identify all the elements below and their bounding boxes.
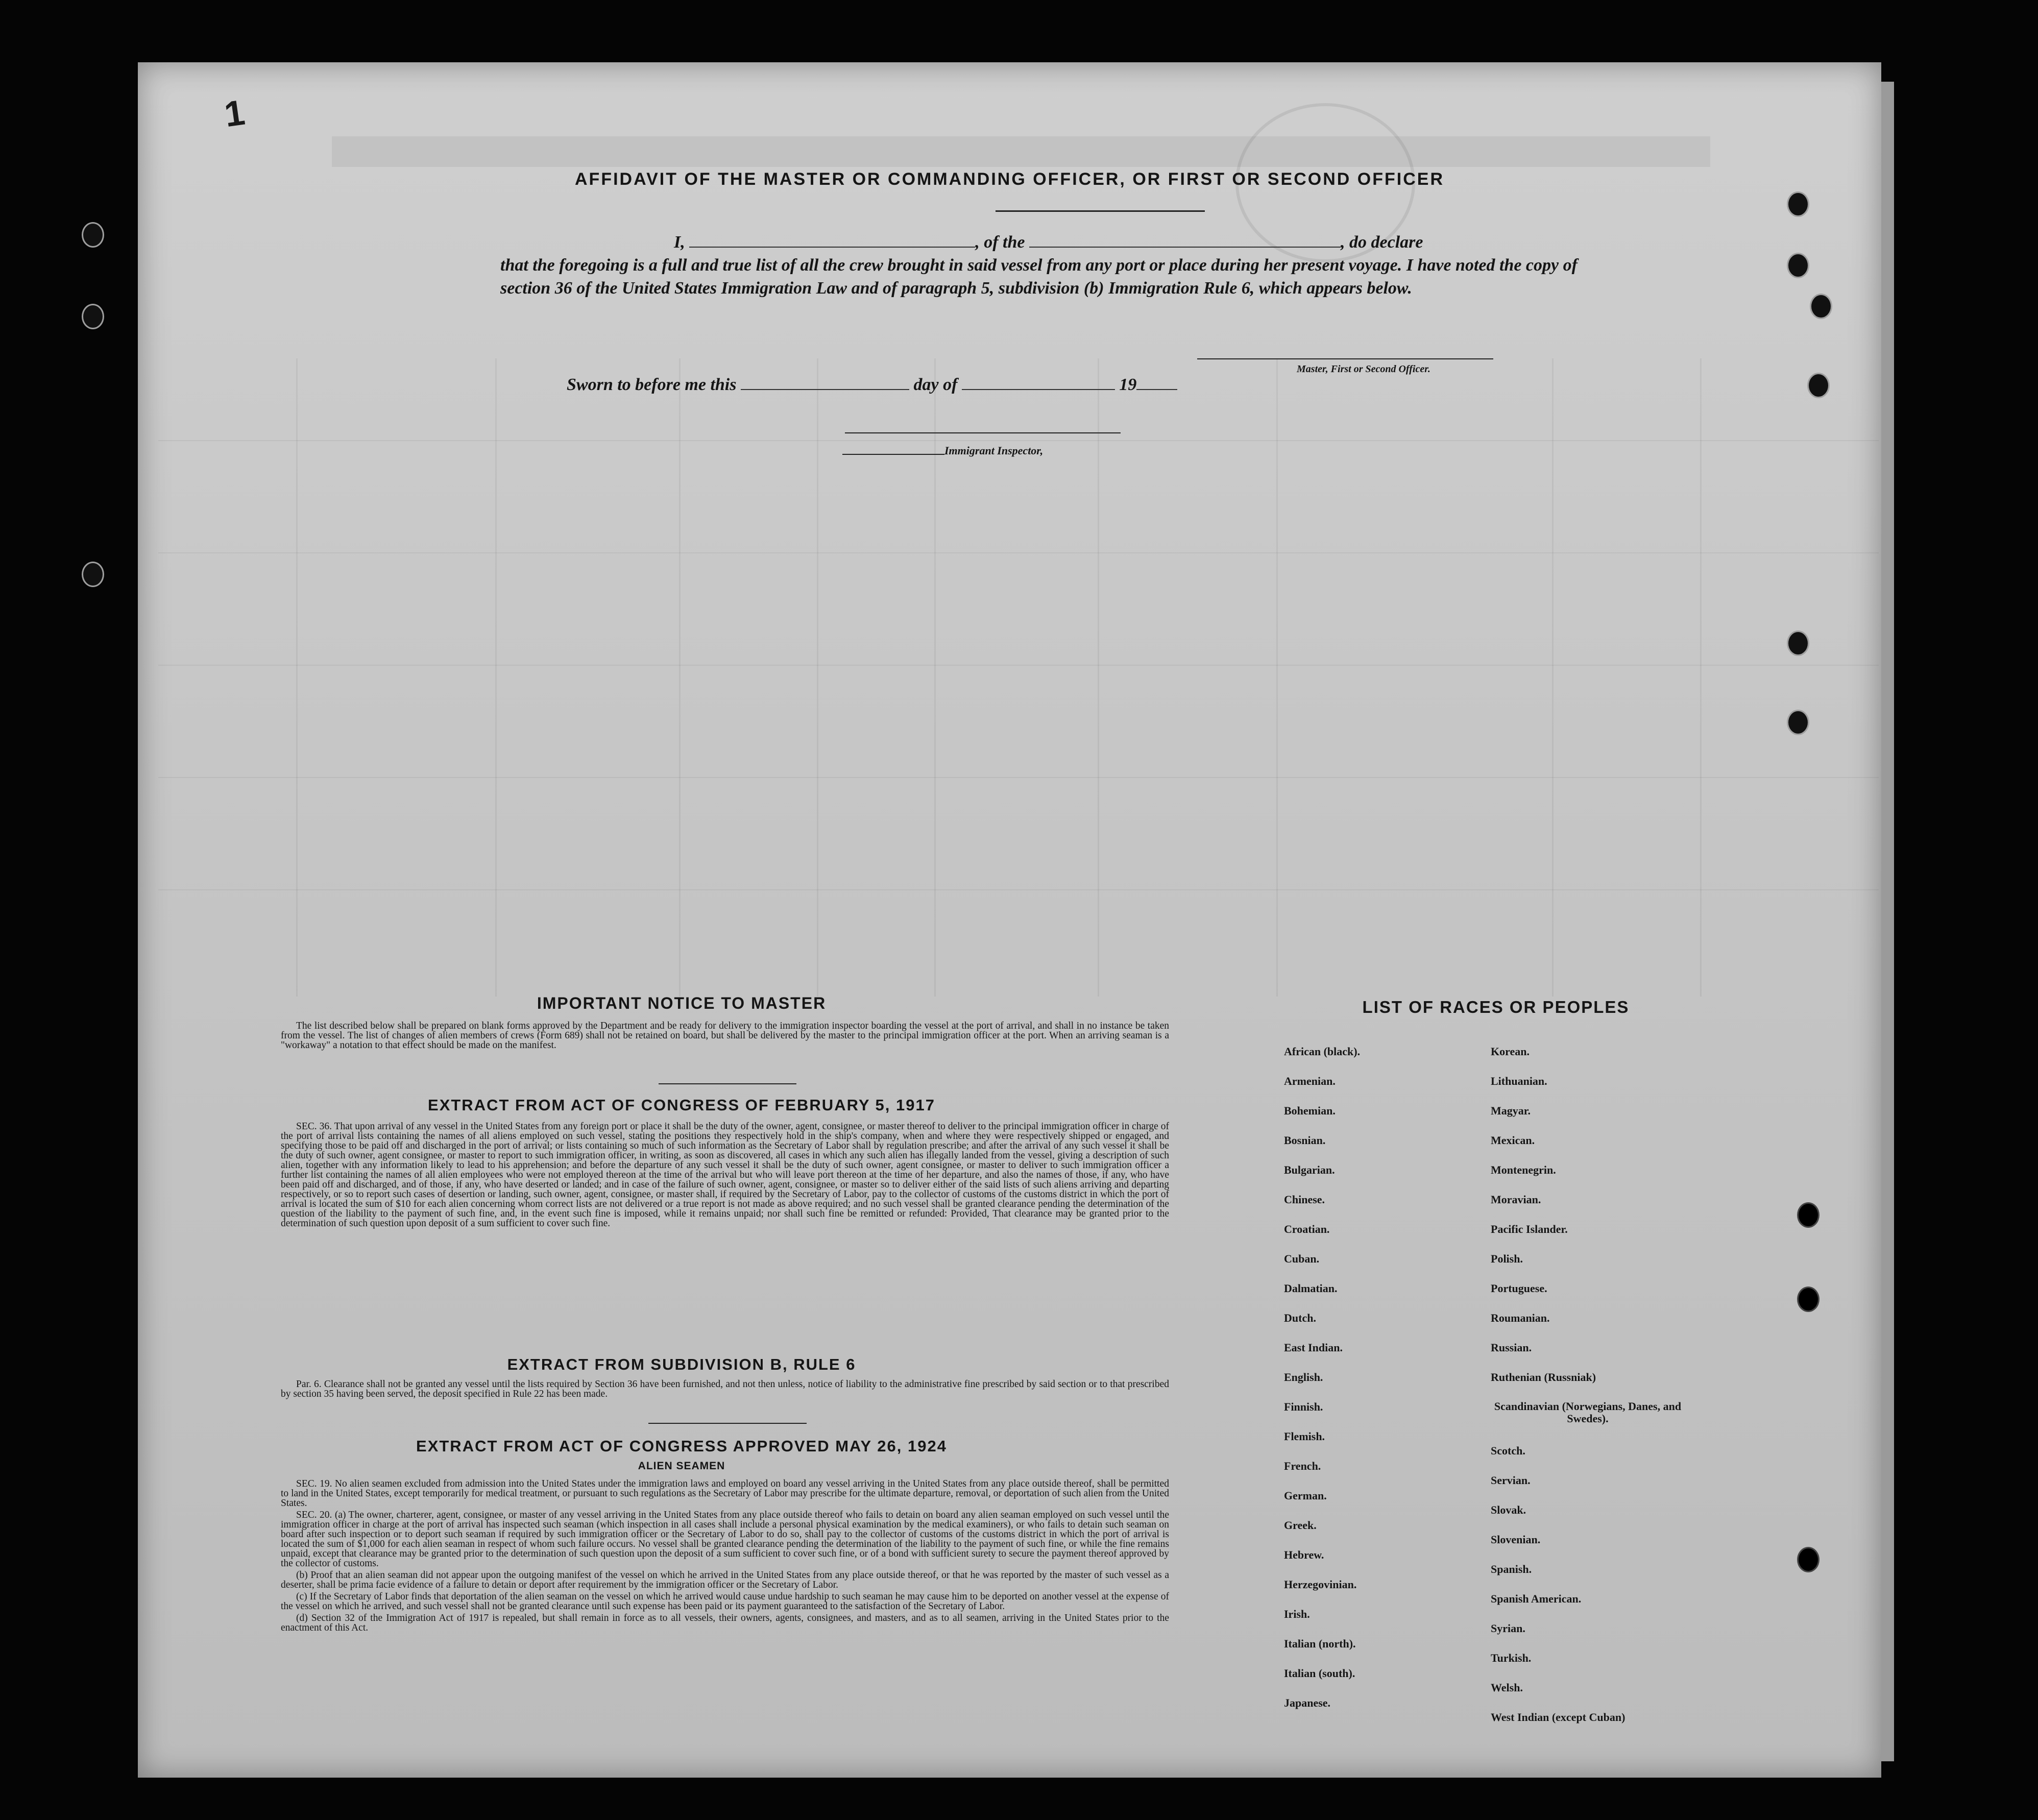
notice-text — [281, 1021, 1169, 1052]
race-item: Croatian. — [1284, 1223, 1330, 1235]
race-item: Servian. — [1491, 1474, 1531, 1487]
sec-20d-paragraph: (d) Section 32 of the Immigration Act of 1917 is repealed, but shall remain in force as to all vessels, their owners, agents, consignees, and masters, and as to all seamen, arriving in the United States prior to the enactment of this Act. — [281, 1613, 1169, 1633]
extract-1917-title: EXTRACT FROM ACT OF CONGRESS OF FEBRUARY 5, 1917 — [428, 1096, 935, 1114]
bleed-through-title — [332, 136, 1710, 167]
race-item: East Indian. — [1284, 1341, 1343, 1354]
race-item: Armenian. — [1284, 1075, 1336, 1087]
document-sheet — [138, 62, 1881, 1778]
notice-title: IMPORTANT NOTICE TO MASTER — [537, 994, 827, 1012]
affidavit-text: that the foregoing is a full and true list of all the crew brought in said vessel from any port or place during her present voyage. I have noted the copy of section 36 of the United States Immigration Law and of paragraph 5, subdivision (b) Immigration Rule 6, which appears below. — [500, 256, 1578, 298]
extract-rule6-text — [281, 1379, 1169, 1401]
race-item: Montenegrin. — [1491, 1163, 1556, 1176]
inspector-short-line — [842, 454, 944, 455]
race-item: Italian (north). — [1284, 1637, 1356, 1650]
race-item: West Indian (except Cuban) — [1491, 1711, 1625, 1724]
race-item: Cuban. — [1284, 1252, 1320, 1265]
race-item: Ruthenian (Russniak) — [1491, 1371, 1596, 1384]
notice-paragraph: The list described below shall be prepared on blank forms approved by the Department and be ready for delivery to the immigration inspector boarding the vessel at the port of arrival, and shall in no instance be taken from the vessel. The list of changes of alien members of crews (Form 689) shall not be retained on board, but shall be delivered by the master to the principal immigration officer at the port. When an arriving seaman is a "workaway" a notation to that effect should be made on the manifest. — [281, 1021, 1169, 1051]
race-item: Bulgarian. — [1284, 1163, 1335, 1176]
race-item: Dalmatian. — [1284, 1282, 1338, 1295]
race-item: Roumanian. — [1491, 1312, 1550, 1324]
sec-20a-paragraph: SEC. 20. (a) The owner, charterer, agent, consignee, or master of any vessel arriving in the United States from any place outside thereof who fails to detain on board any alien seaman employed on such vessel until the immigration officer in charge at the port of arrival has inspected such seaman (which inspection in all cases shall include a personal physical examination by the medical examiners), or who fails to detain such seaman on board after such inspection or to deport such seaman if required by such immigration officer or the Secretary of Labor to do so, shall pay to the collector of customs of the customs district in which the port of arrival is located the sum of $1,000 for each alien seaman in respect of whom such failure occurs. No vessel shall be granted clearance pending the determination of the liability to the payment of such fine, or while the fine remains unpaid, except that clearance may be granted prior to the determination of such question upon the deposit of a sum sufficient to cover such fine, or of a bond with sufficient surety to secure the payment thereof approved by the collector of customs. — [281, 1510, 1169, 1569]
extract-rule6-paragraph: Par. 6. Clearance shall not be granted any vessel until the lists required by Section 36 have been furnished, and not then unless, notice of liability to the administrative fine prescribed by said section or to that prescribed by section 35 having been served, the deposit specified in Rule 22 has been made. — [281, 1379, 1169, 1399]
sworn-day-blank[interactable] — [741, 374, 909, 390]
binder-hole-icon — [1797, 1202, 1819, 1228]
sworn-year-blank[interactable] — [1136, 374, 1177, 390]
race-item: Spanish American. — [1491, 1592, 1582, 1605]
race-item: Polish. — [1491, 1252, 1523, 1265]
sworn-year: 19 — [1119, 375, 1137, 394]
inspector-label: Immigrant Inspector, — [944, 444, 1044, 457]
binder-hole-icon — [1787, 191, 1809, 217]
affidavit-of-the: , of the — [975, 233, 1025, 252]
race-item: Pacific Islander. — [1491, 1223, 1568, 1235]
extract-1924-text — [281, 1479, 1169, 1635]
sworn-month-blank[interactable] — [962, 374, 1115, 390]
name-blank[interactable] — [689, 231, 975, 248]
race-item: Italian (south). — [1284, 1667, 1355, 1680]
binder-hole-icon — [1787, 710, 1809, 735]
race-item: Herzegovinian. — [1284, 1578, 1357, 1591]
binder-hole-icon — [1797, 1547, 1819, 1572]
sworn-day-of: day of — [913, 375, 958, 394]
affidavit-body — [500, 231, 1613, 300]
race-item: Scandinavian (Norwegians, Danes, and Swedes). — [1494, 1400, 1682, 1425]
race-item: Dutch. — [1284, 1312, 1316, 1324]
race-item: Moravian. — [1491, 1193, 1541, 1206]
sworn-text: Sworn to before me this — [567, 375, 737, 394]
race-item: Mexican. — [1491, 1134, 1535, 1147]
binder-hole-icon — [82, 562, 104, 587]
extract-1917-text — [281, 1122, 1169, 1230]
sec-20c-paragraph: (c) If the Secretary of Labor finds that deportation of the alien seaman on the vessel on which he arrived would cause undue hardship to such seaman he may cause him to be deported on another vessel at the expense of the vessel on which he arrived, and such vessel shall not be granted clearance until such expense has been paid or its payment guaranteed to the satisfaction of the Secretary of Labor. — [281, 1591, 1169, 1612]
race-item: German. — [1284, 1489, 1327, 1502]
race-item: Syrian. — [1491, 1622, 1525, 1635]
master-label: Master, First or Second Officer. — [1297, 363, 1430, 375]
extract-1924-title: EXTRACT FROM ACT OF CONGRESS APPROVED MAY 26, 1924 — [416, 1437, 947, 1455]
races-title: LIST OF RACES OR PEOPLES — [1362, 998, 1630, 1016]
extract-rule6-title: EXTRACT FROM SUBDIVISION B, RULE 6 — [507, 1355, 856, 1373]
race-item: Irish. — [1284, 1608, 1310, 1620]
race-item: Portuguese. — [1491, 1282, 1547, 1295]
binder-hole-icon — [1807, 373, 1830, 398]
sworn-line — [567, 374, 1177, 395]
race-item: Bohemian. — [1284, 1104, 1336, 1117]
race-item: Finnish. — [1284, 1400, 1323, 1413]
binder-hole-icon — [82, 222, 104, 248]
race-item: Slovenian. — [1491, 1533, 1541, 1546]
race-item: Magyar. — [1491, 1104, 1531, 1117]
race-item: Flemish. — [1284, 1430, 1325, 1443]
race-item: English. — [1284, 1371, 1323, 1384]
race-item: Russian. — [1491, 1341, 1532, 1354]
sec-19-paragraph: SEC. 19. No alien seamen excluded from admission into the United States under the immigration laws and employed on board any vessel arriving in the United States from any place outside thereof, shall be permitted to land in the United States, except temporarily for medical treatment, or pursuant to such regulations as the Secretary of Labor may prescribe for the ultimate departure, removal, or deportation of such alien from the United States. — [281, 1478, 1169, 1509]
extract-1917-paragraph: SEC. 36. That upon arrival of any vessel in the United States from any foreign port or place it shall be the duty of the owner, agent, consignee, or master thereof to deliver to the principal immigration officer in charge of the port of arrival lists containing the names of all aliens employed on such vessel, stating the positions they respectively hold in the ship's company, when and where they were respectively shipped or engaged, and specifying those to be paid off and discharged in the port of arrival; or lists containing so much of such information as the Secretary of Labor shall by regulation prescribe; and after the arrival of any such vessel it shall be the duty of such owner, agent consignee, or master to report to such immigration officer, in writing, as soon as discovered, all cases in which any such alien has illegally landed from the vessel, giving a description of such alien, together with any information likely to lead to his apprehension; and before the departure of any such vessel it shall be the duty of such owner, agent consignee, or master to deliver to such immigration officer a further list containing the names of all alien employees who were not employed thereon at the time of the arrival but who will leave port thereon at the time of her departure, and also the names of those, if any, who have been paid off and discharged, and of those, if any, who have deserted or landed; and in case of the failure of such owner, agent, consignee, or master so to deliver either of the said lists of such aliens arriving and departing respectively, or so to report such cases of desertion or landing, such owner, agent, consignee, or master shall, if required by the Secretary of Labor, pay to the collector of customs of the customs district in which the port of arrival is located the sum of $10 for each alien concerning whom correct lists are not delivered or a true report is not made as above required; and no such vessel shall be granted clearance pending the determination of the question of the liability to the payment of such fine, and, in the event such fine is imposed, while it remains unpaid; nor shall such fine be remitted or refunded: Provided, That clearance may be granted prior to the determination of such question upon deposit of a sum sufficient to cover such fine. — [281, 1121, 1169, 1229]
notice-rule — [659, 1083, 796, 1084]
race-item: French. — [1284, 1460, 1321, 1472]
page-edge — [1881, 82, 1894, 1761]
affidavit-declare: , do declare — [1341, 233, 1423, 252]
race-item: Welsh. — [1491, 1681, 1523, 1694]
race-item: Bosnian. — [1284, 1134, 1326, 1147]
binder-hole-icon — [82, 304, 104, 329]
race-item: Scotch. — [1491, 1444, 1525, 1457]
vessel-blank[interactable] — [1029, 231, 1341, 248]
race-item: Chinese. — [1284, 1193, 1325, 1206]
race-item: Japanese. — [1284, 1696, 1331, 1709]
race-item: Korean. — [1491, 1045, 1530, 1058]
title-rule — [996, 210, 1205, 212]
rule6-rule — [648, 1423, 807, 1424]
binder-hole-icon — [1810, 294, 1832, 319]
alien-seamen-subtitle: ALIEN SEAMEN — [638, 1460, 725, 1472]
binder-hole-icon — [1797, 1287, 1819, 1312]
page-number-mark: 1 — [222, 92, 248, 135]
race-item: Hebrew. — [1284, 1548, 1324, 1561]
inspector-signature-line[interactable] — [845, 432, 1121, 433]
race-item: Spanish. — [1491, 1563, 1532, 1575]
binder-hole-icon — [1787, 253, 1809, 278]
race-item: Turkish. — [1491, 1652, 1532, 1664]
race-item: Lithuanian. — [1491, 1075, 1547, 1087]
affidavit-title: AFFIDAVIT OF THE MASTER OR COMMANDING OFFICER, OR FIRST OR SECOND OFFICER — [575, 169, 1444, 189]
race-item: African (black). — [1284, 1045, 1361, 1058]
sec-20b-paragraph: (b) Proof that an alien seaman did not appear upon the outgoing manifest of the vessel on which he arrived in the United States from any place outside thereof, or that he was reported by the master of such vessel as a deserter, shall be prima facie evidence of a failure to detain or deport after requirement by the immigration officer or the Secretary of Labor. — [281, 1570, 1169, 1590]
race-item: Slovak. — [1491, 1503, 1526, 1516]
binder-hole-icon — [1787, 630, 1809, 656]
master-signature-line[interactable] — [1197, 358, 1493, 359]
race-item: Greek. — [1284, 1519, 1317, 1532]
affidavit-i: I, — [674, 233, 685, 252]
